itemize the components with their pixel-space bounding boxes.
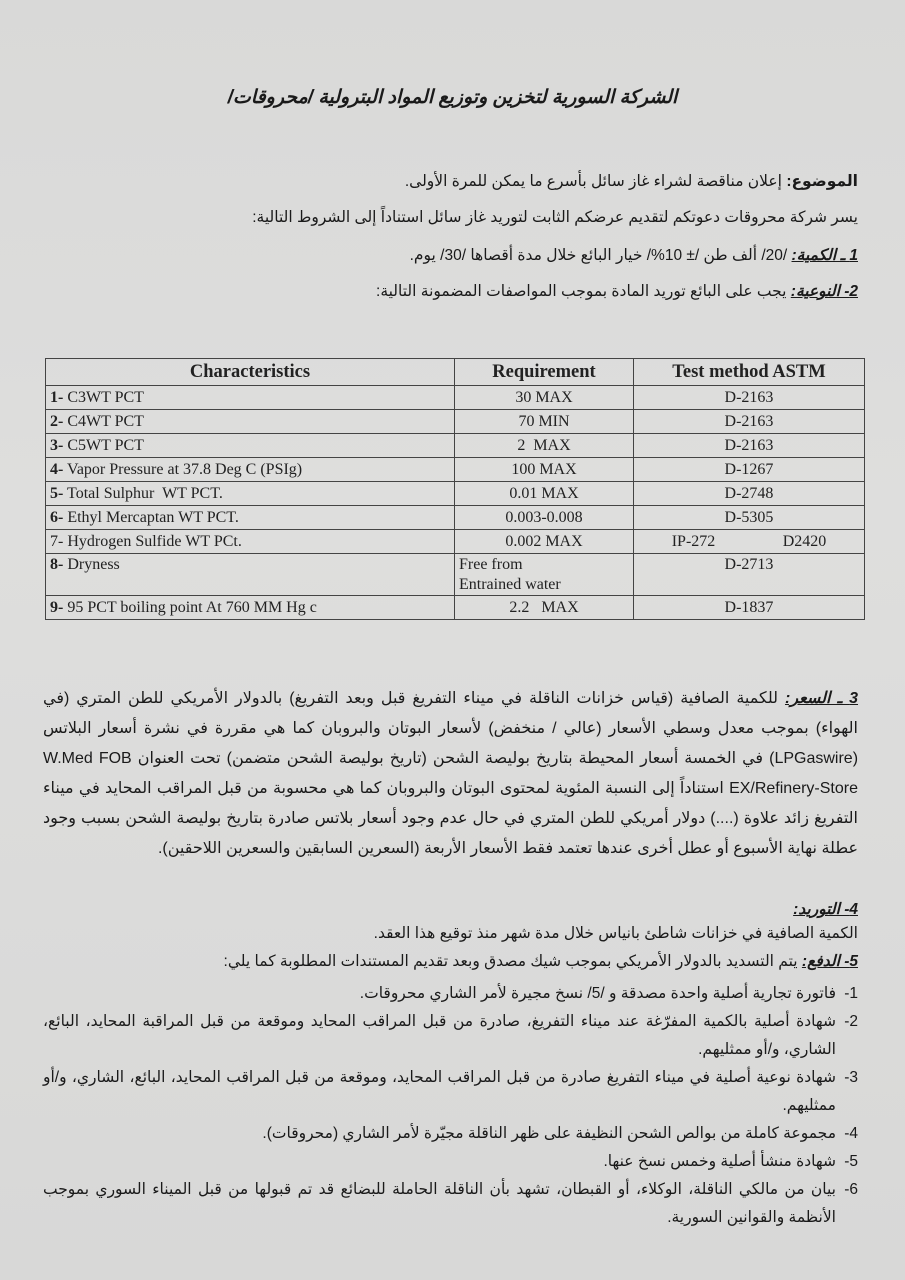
payment-clause	[224, 952, 858, 971]
price-clause	[43, 684, 858, 864]
method-cell	[634, 530, 865, 554]
method-cell: D-1267	[634, 458, 865, 482]
table-row	[46, 386, 865, 410]
table-row	[46, 434, 865, 458]
subject-text: إعلان مناقصة لشراء غاز سائل بأسرع ما يمكن للمرة الأولى.	[404, 173, 787, 190]
list-item: 3- شهادة نوعية أصلية في ميناء التفريغ صادرة من قبل المراقب المحايد، وموقعة من قبل المراقب المحايد، البائع، الشاري، و/أو ممثليهم.	[43, 1069, 858, 1114]
list-item: 5- شهادة منشأ أصلية وخمس نسخ عنها.	[603, 1153, 858, 1170]
requirement-cell: 2.2 MAX	[455, 596, 634, 620]
characteristic-cell: 8- Dryness	[46, 554, 455, 596]
characteristic-cell: 7- Hydrogen Sulfide WT PCt.	[46, 530, 455, 554]
list-item: 4- مجموعة كاملة من بوالص الشحن النظيفة على ظهر الناقلة مجيّرة لأمر الشاري (محروقات).	[262, 1125, 858, 1142]
method-cell: D-2163	[634, 434, 865, 458]
characteristic-cell: 6- Ethyl Mercaptan WT PCT.	[46, 506, 455, 530]
method-cell: D-5305	[634, 506, 865, 530]
method-primary: IP-272	[671, 532, 716, 550]
requirement-cell: 70 MIN	[455, 410, 634, 434]
characteristic-cell: 2- C4WT PCT	[46, 410, 455, 434]
quality-text: يجب على البائع توريد المادة بموجب المواصفات المضمونة التالية:	[376, 283, 791, 300]
list-item: 1- فاتورة تجارية أصلية واحدة مصدقة و /5/ نسخ مجيرة لأمر الشاري محروقات.	[359, 985, 858, 1002]
price-text: للكمية الصافية (قياس خزانات الناقلة في ميناء التفريغ قبل وبعد التفريغ) بالدولار الأمريكي للطن المتري (في الهواء) بموجب معدل وسطي الأسعار (عالي / منخفض) لأسعار البوتان والبروبان كما هي مقررة في نشرة أسعار البلاتس (LPGaswire) في الخمسة أسعار المحيطة بتاريخ بوليصة الشحن (تاريخ بوليصة الشحن متضمن) تحت العنوان W.Med FOB EX/Refinery-Store استناداً إلى النسبة المئوية لمحتوى البوتان والبروبان كما هي محسوبة من قبل المراقب المحايد في ميناء التفريغ زائد علاوة (....) دولار أمريكي للطن المتري في حال عدم وجود أسعار بلاتس صادرة بتاريخ بوليصة الشحن بسبب وجود عطلة نهاية الأسبوع أو عطل أخرى عندها تعتمد فقط الأسعار الأربعة (السعرين السابقين والسعرين اللاحقين).	[43, 690, 859, 857]
quality-clause	[376, 282, 858, 301]
characteristic-cell: 9- 95 PCT boiling point At 760 MM Hg c	[46, 596, 455, 620]
characteristic-cell: 5- Total Sulphur WT PCT.	[46, 482, 455, 506]
price-label: 3 ـ السعر:	[784, 690, 859, 707]
table-row	[46, 506, 865, 530]
table-row	[46, 554, 865, 596]
requirement-cell: 2 MAX	[455, 434, 634, 458]
payment-label: 5- الدفع:	[801, 953, 858, 970]
method-cell: D-2713	[634, 554, 865, 596]
document-title: الشركة السورية لتخزين وتوزيع المواد البترولية /محروقات/	[227, 87, 678, 108]
subject-label: الموضوع:	[786, 173, 858, 190]
list-item: 2- شهادة أصلية بالكمية المفرّغة عند ميناء التفريغ، صادرة من قبل المراقب المحايد وموقعة من قبل المراقبة المحايد، البائع، الشاري، و/أو ممثليهم.	[43, 1013, 858, 1058]
table-row	[46, 530, 865, 554]
quantity-text: /20/ ألف طن /± 10%/ خيار البائع خلال مدة أقصاها /30/ يوم.	[409, 247, 792, 264]
delivery-label: 4- التوريد:	[793, 901, 858, 918]
requirement-cell: Free from Entrained water	[455, 554, 634, 596]
method-cell: D-2748	[634, 482, 865, 506]
method-cell: D-1837	[634, 596, 865, 620]
method-cell: D-2163	[634, 386, 865, 410]
characteristic-cell: 3- C5WT PCT	[46, 434, 455, 458]
payment-text: يتم التسديد بالدولار الأمريكي بموجب شيك مصدق وبعد تقديم المستندات المطلوبة كما يلي:	[223, 953, 802, 970]
method-secondary: D2420	[782, 532, 827, 550]
invitation-text: يسر شركة محروقات دعوتكم لتقديم عرضكم الثابت لتوريد غاز سائل استناداً إلى الشروط التالية:	[252, 209, 858, 226]
payment-documents-list	[43, 980, 858, 1232]
table-row	[46, 596, 865, 620]
requirement-cell: 0.01 MAX	[455, 482, 634, 506]
header-requirement: Requirement	[455, 359, 634, 386]
header-test-method: Test method ASTM	[634, 359, 865, 386]
characteristic-cell: 1- C3WT PCT	[46, 386, 455, 410]
table-header-row	[46, 359, 865, 386]
quantity-clause	[410, 246, 858, 265]
delivery-text: الكمية الصافية في خزانات شاطئ بانياس خلال مدة شهر منذ توقيع هذا العقد.	[373, 925, 858, 942]
quality-label: 2- النوعية:	[790, 283, 858, 300]
method-cell: D-2163	[634, 410, 865, 434]
list-item: 6- بيان من مالكي الناقلة، الوكلاء، أو القبطان، تشهد بأن الناقلة الحاملة للبضائع قد تم قبولها من قبل الميناء السوري بموجب الأنظمة والقوانين السورية.	[43, 1181, 858, 1226]
requirement-cell: 30 MAX	[455, 386, 634, 410]
requirement-cell: 100 MAX	[455, 458, 634, 482]
table-row	[46, 482, 865, 506]
requirement-cell: 0.003-0.008	[455, 506, 634, 530]
specifications-table	[45, 358, 865, 620]
quantity-label: 1 ـ الكمية:	[791, 247, 858, 264]
table-row	[46, 410, 865, 434]
table-row	[46, 458, 865, 482]
characteristic-cell: 4- Vapor Pressure at 37.8 Deg C (PSIg)	[46, 458, 455, 482]
delivery-heading	[793, 900, 858, 919]
subject-line	[405, 172, 858, 191]
header-characteristics: Characteristics	[46, 359, 455, 386]
requirement-cell: 0.002 MAX	[455, 530, 634, 554]
